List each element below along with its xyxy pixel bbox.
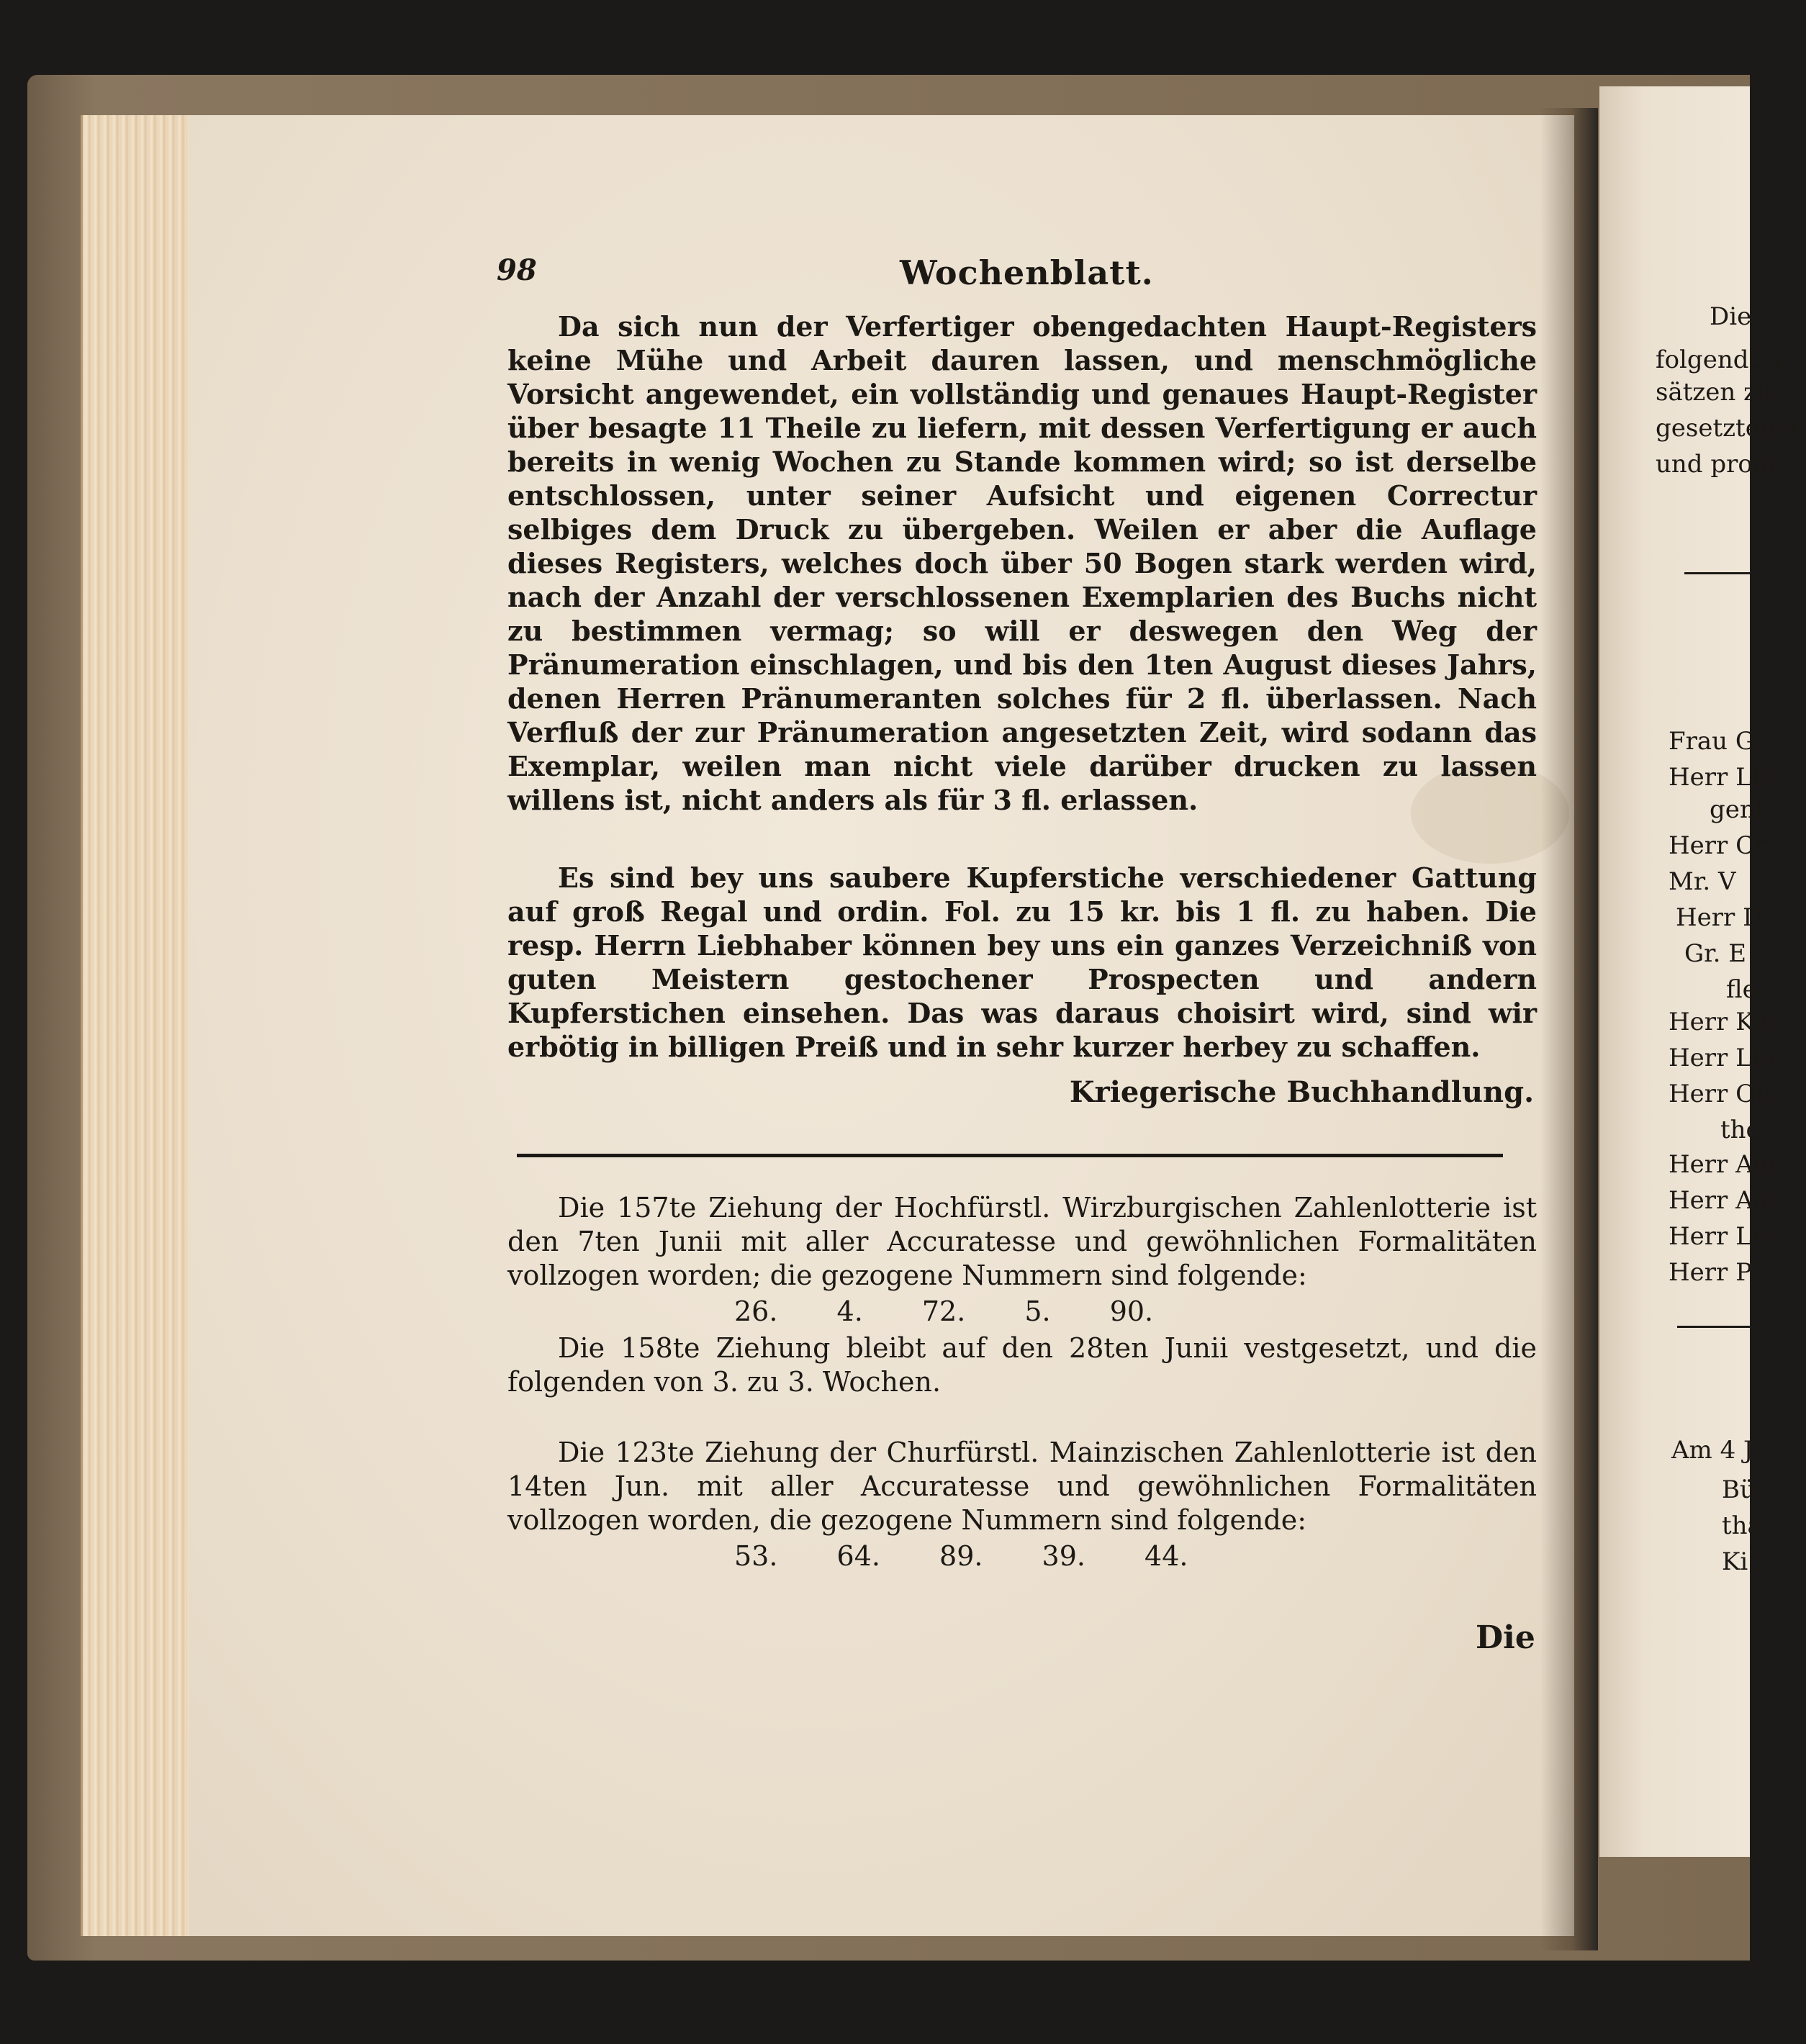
paragraph-register: Da sich nun der Verfertiger obengedachten Haupt-Registers keine Mühe und Arbeit dauren lassen, und menschmögliche Vorsicht angewendet, ein vollständig und genaues Haupt-Register über besagte 11 Theile zu liefern, mit dessen Verfertigung er auch bereits in wenig Wochen zu Stande kommen wird; so ist derselbe entschlossen, unter seiner Aufsicht und eigenen Correctur selbiges dem Druck zu übergeben. Weilen er aber die Auflage dieses Registers, welches doch über 50 Bogen stark werden wird, nach der Anzahl der verschlossenen Exemplarien des Buchs nicht zu bestimmen vermag; so will er deswegen den Weg der Pränumeration einschlagen, und bis den 1ten August dieses Jahrs, denen Herren Pränumeranten solches für 2 fl. überlassen. Nach Verfluß der zur Pränumeration angesetzten Zeit, wird sodann das Exemplar, weilen man nicht viele darüber drucken zu lassen willens ist, nicht anders als für 3 fl. erlassen. [507, 310, 1537, 816]
rp-top-line: gesetzten al [1656, 414, 1806, 443]
lottery-wuerzburg-text: Die 157te Ziehung der Hochfürstl. Wirzburgischen Zahlenlotterie ist den 7ten Junii mit aller Accuratesse und gewöhnlichen Formalitäten vollzogen worden; die gezogene Nummern sind folgende: [507, 1192, 1537, 1291]
running-title: Wochenblatt. [900, 253, 1154, 292]
rp-bottom-line: Ki [1722, 1547, 1748, 1576]
rp-top-line: und prom [1656, 450, 1776, 479]
rp-list-item: gent [1710, 795, 1766, 824]
lottery-mainz-numbers: 53. 64. 89. 39. 44. [734, 1540, 1188, 1572]
rp-list-item: Gr. E [1684, 939, 1747, 968]
rp-rule [1684, 572, 1750, 574]
rp-list-item: Mr. V [1669, 867, 1736, 896]
rp-bottom-line: Bü [1722, 1475, 1756, 1504]
lottery-mainz-text: Die 123te Ziehung der Churfürstl. Mainzischen Zahlenlotterie ist den 14ten Jun. mit aller Accuratesse und gewöhnlichen Formalitäten vollzogen worden, die gezogene Nummern sind folgende: [507, 1437, 1537, 1536]
catchword: Die [1476, 1619, 1535, 1656]
rp-list-item: Herr Am [1669, 1186, 1776, 1215]
book-gutter [1540, 108, 1598, 1950]
rp-list-item: Herr P [1669, 1258, 1752, 1287]
section-rule [517, 1154, 1503, 1157]
rp-list-item: Frau G [1669, 727, 1755, 756]
rp-rule [1677, 1326, 1750, 1328]
rp-list-item: Herr Lie [1669, 763, 1774, 792]
rp-bottom-line: Am 4 J [1671, 1436, 1753, 1465]
rp-top-line: folgende v [1656, 345, 1785, 374]
rp-list-item: Herr Lie [1669, 1222, 1774, 1251]
rp-top-line: sätzen zu [1656, 378, 1772, 407]
rp-list-item: fle [1726, 975, 1757, 1004]
paragraph-engravings: Es sind bey uns saubere Kupferstiche verschiedener Gattung auf groß Regal und ordin. Fol. zu 15 kr. bis 1 fl. zu haben. Die resp. Herrn Liebhaber können bey uns ein ganzes Verzeichniß von guten Meistern gestochener Prospecten und andern Kupferstichen einsehen. Das was daraus choisirt wird, sind wir erbötig in billigen Preiß und in sehr kurzer herbey zu schaffen. [507, 862, 1537, 1063]
lottery-next-draw: Die 158te Ziehung bleibt auf den 28ten Junii vestgesetzt, und die folgenden von 3. zu 3. Wochen. [507, 1332, 1537, 1398]
page-number: 98 [497, 253, 537, 287]
rp-list-item: the [1720, 1116, 1761, 1144]
rp-list-item: Herr Cr [1669, 831, 1766, 860]
signature: Kriegerische Buchhandlung. [1069, 1075, 1534, 1109]
page-edges [81, 115, 202, 1936]
rp-list-item: Herr D [1676, 903, 1763, 932]
rp-top-line: Die [1710, 302, 1752, 331]
rp-list-item: Herr Am [1669, 1150, 1776, 1179]
rp-list-item: Herr Lie [1669, 1044, 1774, 1072]
rp-list-item: Herr Ka [1669, 1008, 1769, 1036]
lottery-wuerzburg-numbers: 26. 4. 72. 5. 90. [734, 1295, 1154, 1327]
rp-list-item: Herr Ob [1669, 1080, 1771, 1108]
rp-bottom-line: tha [1722, 1511, 1762, 1540]
